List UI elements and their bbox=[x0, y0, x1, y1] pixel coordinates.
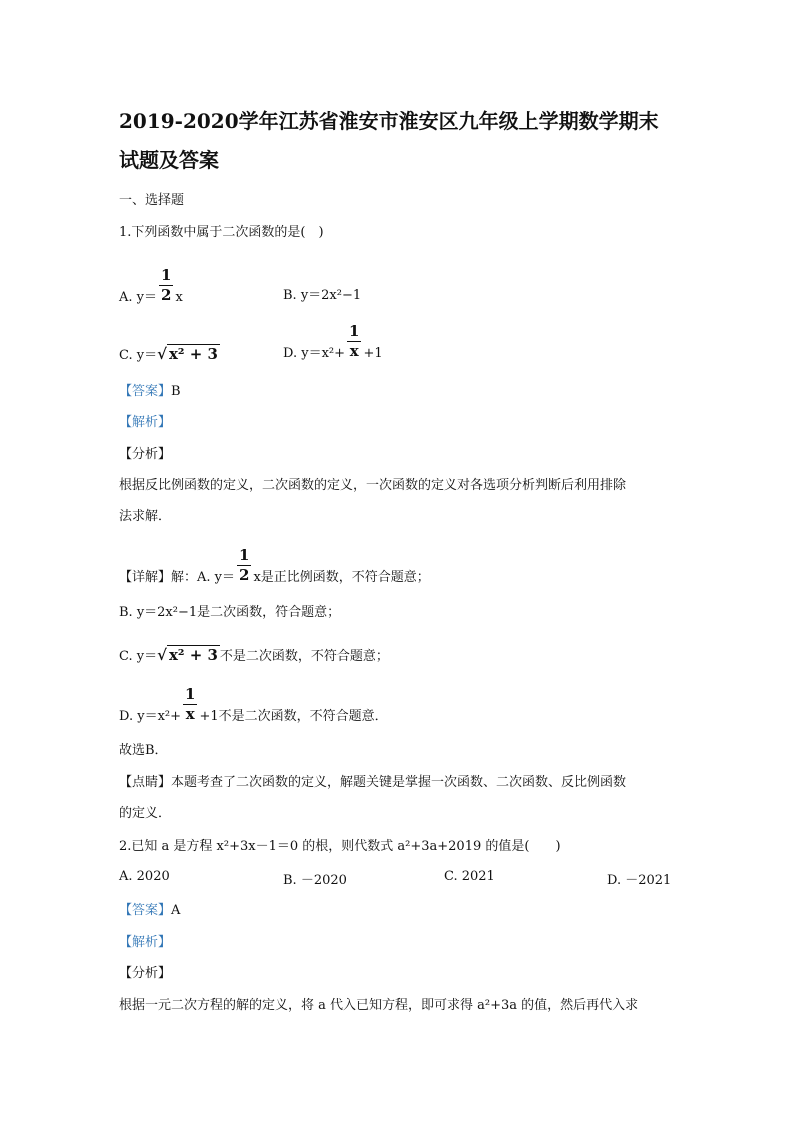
section-heading: 一、选择题 bbox=[119, 193, 185, 208]
q1-detail-d: D. y＝x²+ $\frac{1}{x}$ +1不是二次函数，不符合题意． bbox=[119, 685, 388, 724]
q2-jiexi: 【解析】 bbox=[119, 935, 172, 950]
q1-detail-b: B. y＝2x²−1是二次函数，符合题意； bbox=[119, 605, 341, 620]
q1-dianjing-2: 的定义． bbox=[119, 806, 172, 821]
q1-fenxi: 【分析】 bbox=[119, 447, 172, 462]
q2-fenxi: 【分析】 bbox=[119, 966, 172, 981]
q1-option-a: A. y＝ $\frac{1}{2}$ x bbox=[119, 266, 183, 305]
q1-option-c: C. y＝√ x² + 3 bbox=[119, 345, 218, 363]
square-root: √ x² + 3 bbox=[157, 345, 218, 363]
fraction: $\frac{1}{x}$ bbox=[349, 322, 360, 360]
q2-answer: 【答案】A bbox=[119, 903, 181, 918]
q2-analysis-1: 根据一元二次方程的解的定义，将 a 代入已知方程，即可求得 a²+3a 的值，然后再代入求 bbox=[119, 998, 639, 1013]
q1-stem: 1.下列函数中属于二次函数的是( ) bbox=[119, 225, 324, 240]
square-root: √ x² + 3 bbox=[157, 646, 218, 664]
fraction: $\frac{1}{x}$ bbox=[185, 685, 196, 723]
title-line-1: 2019-2020学年江苏省淮安市淮安区九年级上学期数学期末 bbox=[119, 109, 659, 133]
q1-option-b: B. y＝2x²−1 bbox=[283, 288, 362, 303]
q1-detail-c: C. y＝√ x² + 3 不是二次函数，不符合题意； bbox=[119, 646, 389, 664]
fraction: $\frac{1}{2}$ bbox=[161, 266, 172, 304]
q2-option-a: A. 2020 bbox=[119, 869, 170, 884]
q1-answer: 【答案】B bbox=[119, 384, 181, 399]
q1-dianjing: 【点睛】本题考查了二次函数的定义，解题关键是掌握一次函数、二次函数、反比例函数 bbox=[119, 775, 627, 790]
q1-analysis-2: 法求解． bbox=[119, 509, 172, 524]
q1-conclusion: 故选B． bbox=[119, 743, 168, 758]
q2-option-c: C. 2021 bbox=[444, 869, 495, 884]
q1-jiexi: 【解析】 bbox=[119, 415, 172, 430]
q2-option-b: B. －2020 bbox=[283, 873, 347, 888]
q1-analysis-1: 根据反比例函数的定义，二次函数的定义，一次函数的定义对各选项分析判断后利用排除 bbox=[119, 478, 627, 493]
title-line-2: 试题及答案 bbox=[119, 148, 219, 172]
fraction: $\frac{1}{2}$ bbox=[239, 546, 250, 584]
q1-detail-a: 【详解】解：A. y＝ $\frac{1}{2}$ x是正比例函数，不符合题意； bbox=[119, 546, 430, 585]
q2-stem: 2.已知 a 是方程 x²+3x－1＝0 的根，则代数式 a²+3a+2019 的值是( ) bbox=[119, 839, 561, 854]
q1-option-d: D. y＝x²+ $\frac{1}{x}$ +1 bbox=[283, 322, 383, 361]
q2-option-d: D. －2021 bbox=[607, 873, 672, 888]
